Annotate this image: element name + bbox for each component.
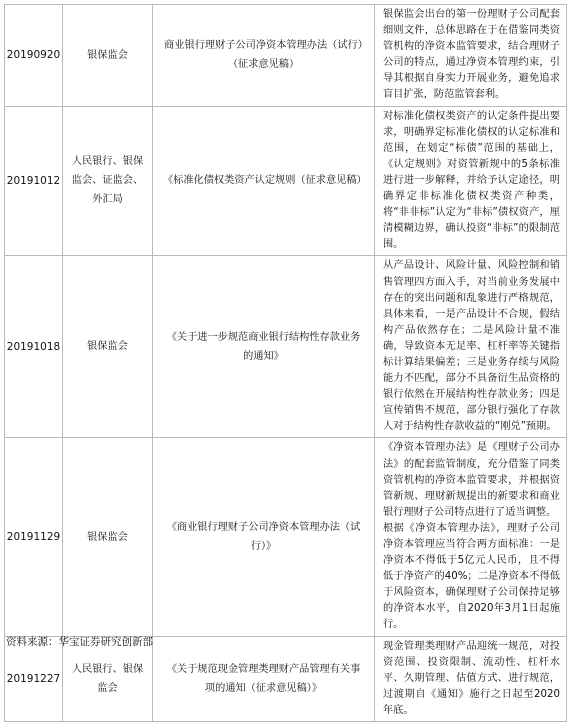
row-org: 银保监会 [63, 438, 153, 636]
table-row [5, 106, 567, 256]
row-description [375, 256, 567, 438]
regulation-table [4, 4, 567, 722]
row-document: 商业银行理财子公司净资本管理办法（试行）（征求意见稿） [153, 5, 375, 107]
row-description [375, 5, 567, 107]
row-date: 20190920 [5, 5, 63, 107]
row-description-text: 对标准化债权类资产的认定条件提出要求，明确界定标准化债权的认定标准和范围，在划定“标债”范围的基础上，《认定规则》对资管新规中的5条标准进行进一步解释，并给予认定途径，明确界定非标准化债权类资产种类，将“非非标”认定为“非标”债权资产，厘清模糊边界，确认投资“非标”的限制范围。 [383, 110, 560, 251]
row-description-text: 现金管理类理财产品迎统一规范，对投资范围、投资限制、流动性、杠杆水平、久期管理、估值方式、进行规范，过渡期自《通知》施行之日起至2020年底。 [383, 640, 560, 716]
row-description-text: 银保监会出台的第一份理财子公司配套细则文件，总体思路在于在借鉴同类资管机构的净资本监管要求，结合理财子公司的特点，通过净资本管理约束，引导其根据自身实力开展业务，避免追求盲目扩张，防范监管套利。 [383, 9, 560, 101]
table-row [5, 5, 567, 107]
row-description [375, 636, 567, 721]
row-description-text: 从产品设计、风险计量、风险控制和销售管理四方面入手，对当前业务发展中存在的突出问题和乱象进行严格规范，具体来看，一是产品设计不合规，假结构产品依然存在；二是风险计量不准确，导致资本无足率、杠杆率等关键指标计算结果偏差；三是业务存续与风险能力不匹配，部分不具备衍生品资格的银行依然在开展结构性存款业务；四是宣传销售不规范，部分银行强化了存款人对于结构性存款收益的“刚兑”预期。 [383, 260, 560, 433]
row-description-text: 根据《净资本管理办法》，理财子公司净资本管理应当符合两方面标准：一是净资本不得低于5亿元人民币，且不得低于净资产的40%；二是净资本不得低于风险资本，确保理财子公司保持足够的净资本水平，自2020年3月1日起施行。 [383, 522, 560, 631]
row-org: 人民银行、银保监会 [63, 636, 153, 721]
row-description [375, 438, 567, 636]
row-description [375, 106, 567, 256]
row-document: 《关于进一步规范商业银行结构性存款业务的通知》 [153, 256, 375, 438]
row-document: 《商业银行理财子公司净资本管理办法（试行）》 [153, 438, 375, 636]
row-org: 银保监会 [63, 256, 153, 438]
source-note: 资料来源：华宝证券研究创新部 [6, 636, 153, 648]
row-date: 20191012 [5, 106, 63, 256]
row-date: 20191227 [5, 636, 63, 721]
row-description-text: 《净资本管理办法》是《理财子公司办法》的配套监管制度，充分借鉴了同类资管机构的净资本监管要求，并根据资管新规、理财新规提出的新要求和商业银行理财子公司特点进行了适当调整。 [383, 442, 560, 518]
row-org: 人民银行、银保监会、证监会、外汇局 [63, 106, 153, 256]
row-date: 20191018 [5, 256, 63, 438]
row-document: 《标准化债权类资产认定规则（征求意见稿） [153, 106, 375, 256]
table-row [5, 438, 567, 636]
row-document: 《关于规范现金管理类理财产品管理有关事项的通知（征求意见稿）》 [153, 636, 375, 721]
row-date: 20191129 [5, 438, 63, 636]
table-row [5, 256, 567, 438]
row-org: 银保监会 [63, 5, 153, 107]
